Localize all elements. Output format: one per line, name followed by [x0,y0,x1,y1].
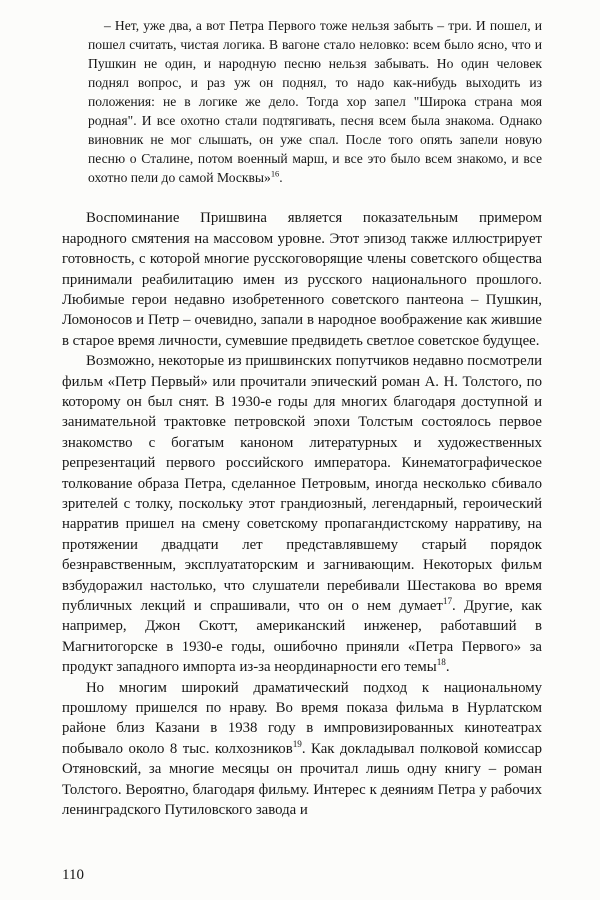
footnote-ref: 16 [270,168,280,179]
text-column [62,208,542,820]
paragraph-1: Воспоминание Пришвина является показательным примером народного смятения на массовом уровне. Этот эпизод также иллюстрирует готовность, с которой многие русскоговорящие члены советского общества принимали реабилитацию имен из русского национального прошлого. Любимые герои недавно изобретенного советского пантеона – Пушкин, Ломоносов и Петр – очевидно, запали в народное воображение как жившие в старое время личности, сумевшие предвидеть светлое советское будущее. [62,210,542,349]
footnote-ref: 19 [292,738,302,749]
paragraph-2: Возможно, некоторые из пришвинских попутчиков недавно посмотрели фильм «Петр Первый» или прочитали эпический роман А. Н. Толстого, по которому он был снят. В 1930-е годы для многих благодаря доступной и занимательной трактовке петровской эпохи Толстым состоялось первое знакомство с богатым каноном литературных и художественных репрезентаций первого российского императора. Кинематографическое толкование образа Петра, сделанное Петровым, иногда несколько сбивало зрителей с толку, поскольку этот грандиозный, легендарный, героический нарратив пришел на смену советскому пропагандистскому нарративу, на протяжении двадцати лет представлявшему старый порядок безнравственным, эксплуататорским и загнивающим. Некоторых фильм взбудоражил настолько, что слушатели перебивали Шестакова во время публичных лекций и спрашивали, что он о нем думает$^{17}$. Другие, как например, Джон Скотт, американский инженер, работавший в Магнитогорске в 1930-е годы, ошибочно приняли «Петра Первого» за продукт западного импорта из-за неординарности его темы$^{18}$. [62,353,542,676]
block-quote: – Нет, уже два, а вот Петра Первого тоже нельзя забыть – три. И пошел, и пошел считать, чистая логика. В вагоне стало неловко: всем было ясно, что и Пушкин не один, и народную песню нельзя забывать. Но один человек поднял вопрос, и раз уж он поднял, то надо как-нибудь выходить из положения: не в логике же дело. Тогда хор запел "Широка страна моя родная". И все охотно стали подтягивать, песня всем была знакома. Однако виновник не мог слышать, он уже спал. После того опять запели новую песню о Сталине, потом военный марш, и все это было всем знакомо, и все охотно пели до самой Москвы»$^{16}$. [88,18,542,186]
footnote-ref: 18 [436,657,446,668]
footnote-ref: 17 [442,596,453,607]
page-number: 110 [62,867,84,883]
paragraph-3: Но многим широкий драматический подход к национальному прошлому пришелся по нраву. Во время показа фильма в Нурлатском районе близ Казани в 1938 году в импровизированных кинотеатрах побывало около 8 тыс. колхозников$^{19}$. Как докладывал полковой комиссар Отяновский, за многие месяцы он прочитал лишь одну книгу – роман Толстого. Вероятно, благодаря фильму. Интерес к деяниям Петра у рабочих ленинградского Путиловского завода и [62,679,543,819]
